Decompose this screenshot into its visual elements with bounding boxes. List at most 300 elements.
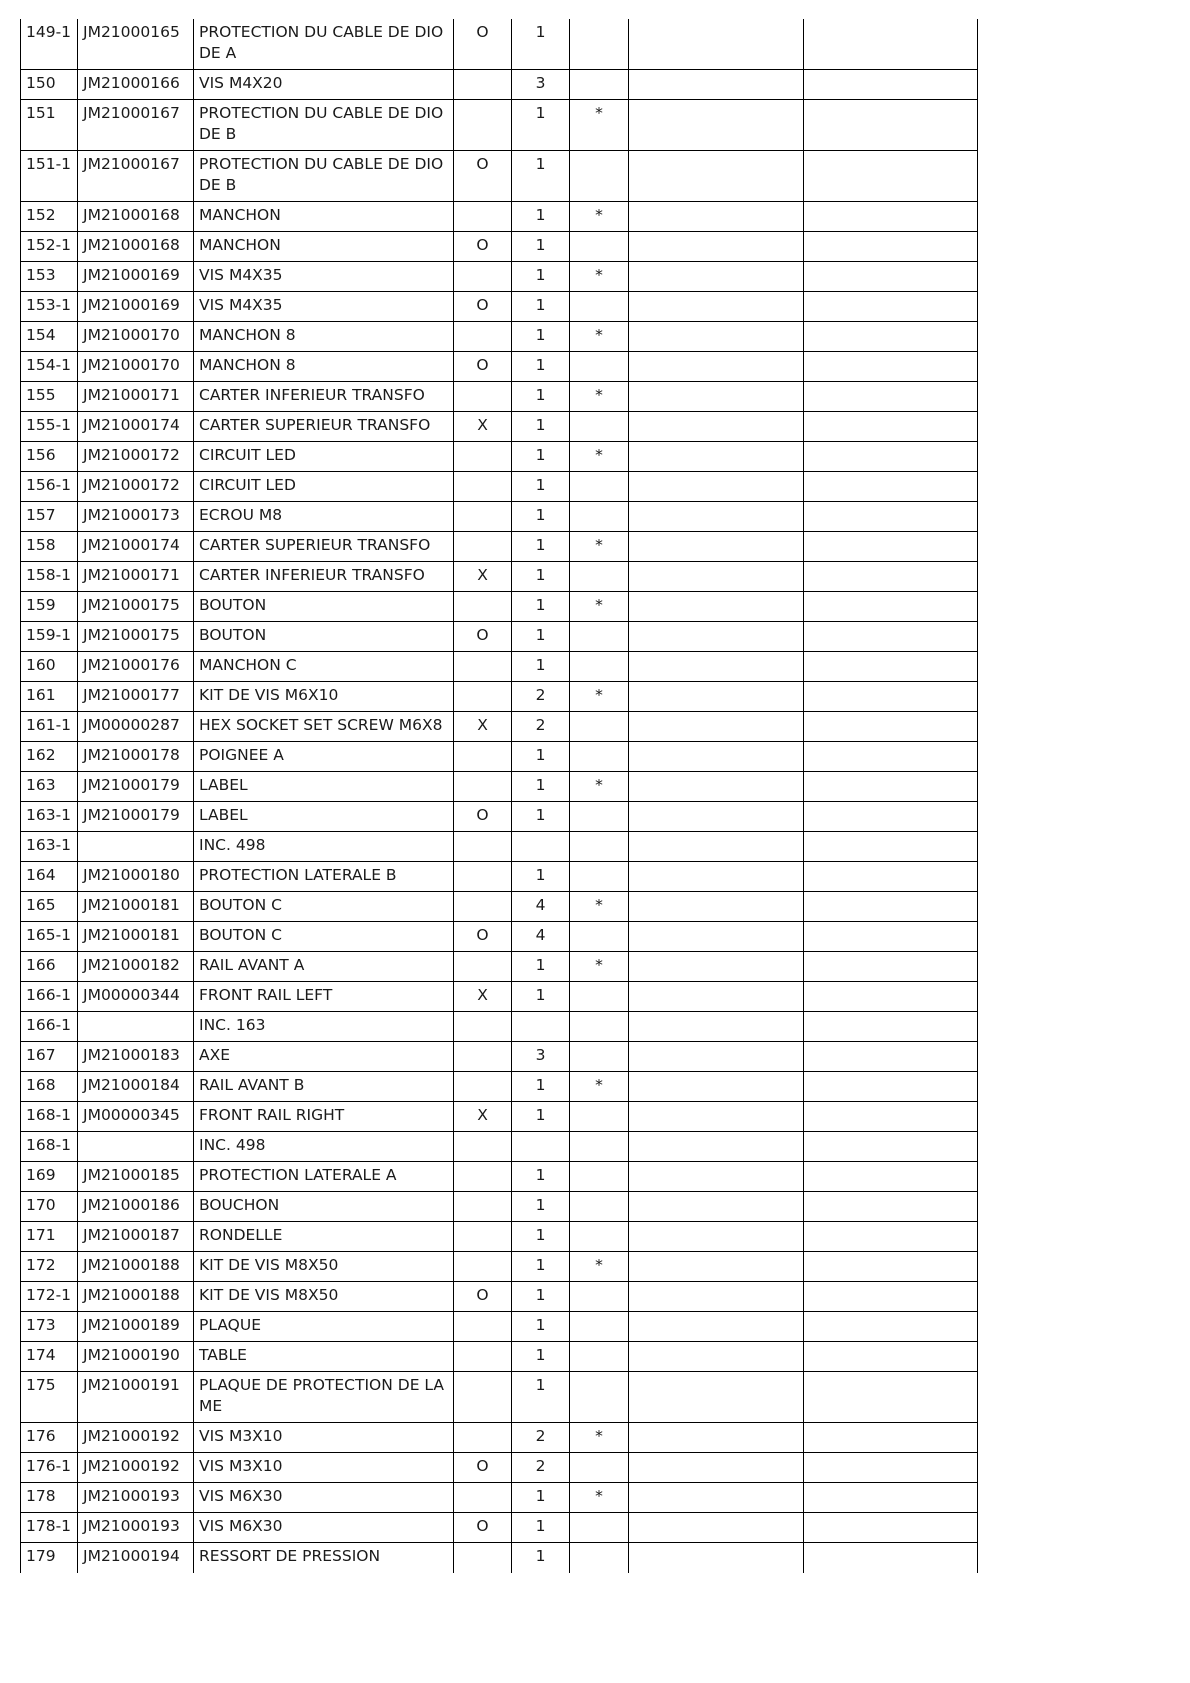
- star-cell: [570, 1042, 629, 1072]
- star-cell: [570, 1312, 629, 1342]
- empty-cell: [629, 982, 804, 1012]
- quantity-cell: 1: [512, 442, 570, 472]
- empty-cell: [629, 682, 804, 712]
- star-cell: [570, 862, 629, 892]
- empty-cell: [804, 1543, 978, 1573]
- ref-cell: 166-1: [21, 982, 78, 1012]
- quantity-cell: 1: [512, 622, 570, 652]
- empty-cell: [804, 412, 978, 442]
- description-cell: FRONT RAIL RIGHT: [194, 1102, 454, 1132]
- table-row: [21, 1012, 978, 1042]
- table-row: [21, 1483, 978, 1513]
- description-cell: PLAQUE: [194, 1312, 454, 1342]
- table-row: [21, 292, 978, 322]
- flag-cell: [454, 742, 512, 772]
- flag-cell: [454, 202, 512, 232]
- table-row: [21, 832, 978, 862]
- ref-cell: 168: [21, 1072, 78, 1102]
- empty-cell: [804, 472, 978, 502]
- star-cell: [570, 412, 629, 442]
- quantity-cell: 2: [512, 1453, 570, 1483]
- empty-cell: [629, 652, 804, 682]
- empty-cell: [804, 1513, 978, 1543]
- description-cell: VIS M3X10: [194, 1453, 454, 1483]
- empty-cell: [629, 1012, 804, 1042]
- star-cell: *: [570, 532, 629, 562]
- quantity-cell: 2: [512, 712, 570, 742]
- quantity-cell: 1: [512, 382, 570, 412]
- empty-cell: [804, 232, 978, 262]
- quantity-cell: 1: [512, 262, 570, 292]
- quantity-cell: 3: [512, 1042, 570, 1072]
- part-code-cell: JM21000175: [78, 622, 194, 652]
- quantity-cell: 1: [512, 1543, 570, 1573]
- flag-cell: [454, 1072, 512, 1102]
- empty-cell: [629, 802, 804, 832]
- table-row: [21, 1342, 978, 1372]
- flag-cell: [454, 1483, 512, 1513]
- star-cell: *: [570, 100, 629, 151]
- flag-cell: O: [454, 802, 512, 832]
- part-code-cell: JM21000169: [78, 262, 194, 292]
- table-row: [21, 1312, 978, 1342]
- star-cell: [570, 832, 629, 862]
- empty-cell: [804, 532, 978, 562]
- empty-cell: [804, 982, 978, 1012]
- description-cell: PLAQUE DE PROTECTION DE LA ME: [194, 1372, 454, 1423]
- table-row: [21, 502, 978, 532]
- flag-cell: X: [454, 562, 512, 592]
- part-code-cell: JM21000179: [78, 772, 194, 802]
- empty-cell: [629, 1372, 804, 1423]
- flag-cell: X: [454, 712, 512, 742]
- part-code-cell: JM21000174: [78, 532, 194, 562]
- table-row: [21, 19, 978, 70]
- quantity-cell: 4: [512, 922, 570, 952]
- description-cell: PROTECTION LATERALE B: [194, 862, 454, 892]
- empty-cell: [629, 1102, 804, 1132]
- ref-cell: 168-1: [21, 1102, 78, 1132]
- description-cell: PROTECTION DU CABLE DE DIO DE A: [194, 19, 454, 70]
- quantity-cell: 1: [512, 772, 570, 802]
- quantity-cell: 1: [512, 652, 570, 682]
- empty-cell: [804, 1132, 978, 1162]
- quantity-cell: 1: [512, 1483, 570, 1513]
- empty-cell: [804, 1252, 978, 1282]
- empty-cell: [804, 1192, 978, 1222]
- table-row: [21, 1423, 978, 1453]
- table-row: [21, 952, 978, 982]
- flag-cell: [454, 322, 512, 352]
- quantity-cell: 1: [512, 100, 570, 151]
- flag-cell: O: [454, 151, 512, 202]
- flag-cell: [454, 472, 512, 502]
- description-cell: FRONT RAIL LEFT: [194, 982, 454, 1012]
- flag-cell: [454, 862, 512, 892]
- empty-cell: [629, 1252, 804, 1282]
- empty-cell: [629, 502, 804, 532]
- star-cell: *: [570, 892, 629, 922]
- description-cell: BOUTON: [194, 592, 454, 622]
- table-row: [21, 922, 978, 952]
- part-code-cell: JM21000175: [78, 592, 194, 622]
- part-code-cell: JM21000165: [78, 19, 194, 70]
- table-row: [21, 1102, 978, 1132]
- ref-cell: 156: [21, 442, 78, 472]
- quantity-cell: 1: [512, 352, 570, 382]
- quantity-cell: 1: [512, 1252, 570, 1282]
- empty-cell: [804, 592, 978, 622]
- part-code-cell: JM21000168: [78, 202, 194, 232]
- part-code-cell: JM00000287: [78, 712, 194, 742]
- part-code-cell: JM00000344: [78, 982, 194, 1012]
- description-cell: CARTER SUPERIEUR TRANSFO: [194, 532, 454, 562]
- description-cell: PROTECTION DU CABLE DE DIO DE B: [194, 100, 454, 151]
- quantity-cell: 1: [512, 322, 570, 352]
- ref-cell: 161: [21, 682, 78, 712]
- ref-cell: 154: [21, 322, 78, 352]
- quantity-cell: 1: [512, 502, 570, 532]
- ref-cell: 164: [21, 862, 78, 892]
- table-row: [21, 70, 978, 100]
- quantity-cell: 1: [512, 532, 570, 562]
- part-code-cell: JM21000179: [78, 802, 194, 832]
- description-cell: CARTER INFERIEUR TRANSFO: [194, 382, 454, 412]
- empty-cell: [804, 292, 978, 322]
- quantity-cell: 1: [512, 1282, 570, 1312]
- table-row: [21, 982, 978, 1012]
- table-row: [21, 1162, 978, 1192]
- empty-cell: [804, 352, 978, 382]
- quantity-cell: 4: [512, 892, 570, 922]
- part-code-cell: JM21000172: [78, 472, 194, 502]
- empty-cell: [629, 532, 804, 562]
- table-row: [21, 862, 978, 892]
- description-cell: VIS M4X20: [194, 70, 454, 100]
- empty-cell: [629, 862, 804, 892]
- ref-cell: 152: [21, 202, 78, 232]
- star-cell: [570, 502, 629, 532]
- description-cell: VIS M6X30: [194, 1513, 454, 1543]
- flag-cell: [454, 772, 512, 802]
- description-cell: CARTER SUPERIEUR TRANSFO: [194, 412, 454, 442]
- quantity-cell: 1: [512, 412, 570, 442]
- star-cell: *: [570, 592, 629, 622]
- star-cell: [570, 802, 629, 832]
- part-code-cell: JM21000170: [78, 352, 194, 382]
- description-cell: RESSORT DE PRESSION: [194, 1543, 454, 1573]
- ref-cell: 160: [21, 652, 78, 682]
- flag-cell: O: [454, 1513, 512, 1543]
- description-cell: INC. 498: [194, 832, 454, 862]
- quantity-cell: [512, 1132, 570, 1162]
- empty-cell: [629, 1132, 804, 1162]
- table-row: [21, 382, 978, 412]
- star-cell: [570, 19, 629, 70]
- flag-cell: [454, 1222, 512, 1252]
- ref-cell: 159-1: [21, 622, 78, 652]
- table-row: [21, 802, 978, 832]
- part-code-cell: JM21000166: [78, 70, 194, 100]
- empty-cell: [629, 1543, 804, 1573]
- flag-cell: [454, 1342, 512, 1372]
- flag-cell: [454, 1012, 512, 1042]
- ref-cell: 176: [21, 1423, 78, 1453]
- empty-cell: [804, 652, 978, 682]
- description-cell: TABLE: [194, 1342, 454, 1372]
- star-cell: [570, 1102, 629, 1132]
- description-cell: AXE: [194, 1042, 454, 1072]
- flag-cell: O: [454, 19, 512, 70]
- empty-cell: [629, 382, 804, 412]
- description-cell: RAIL AVANT B: [194, 1072, 454, 1102]
- empty-cell: [629, 1282, 804, 1312]
- flag-cell: O: [454, 232, 512, 262]
- star-cell: *: [570, 682, 629, 712]
- empty-cell: [629, 1192, 804, 1222]
- part-code-cell: JM21000171: [78, 382, 194, 412]
- quantity-cell: 1: [512, 151, 570, 202]
- ref-cell: 167: [21, 1042, 78, 1072]
- flag-cell: O: [454, 1453, 512, 1483]
- ref-cell: 151: [21, 100, 78, 151]
- empty-cell: [804, 262, 978, 292]
- description-cell: RONDELLE: [194, 1222, 454, 1252]
- star-cell: [570, 1543, 629, 1573]
- parts-table-body: [21, 19, 978, 1573]
- empty-cell: [629, 70, 804, 100]
- quantity-cell: 1: [512, 1162, 570, 1192]
- empty-cell: [804, 1162, 978, 1192]
- table-row: [21, 232, 978, 262]
- part-code-cell: JM21000178: [78, 742, 194, 772]
- table-row: [21, 1192, 978, 1222]
- empty-cell: [629, 892, 804, 922]
- part-code-cell: JM21000189: [78, 1312, 194, 1342]
- part-code-cell: JM21000184: [78, 1072, 194, 1102]
- empty-cell: [629, 592, 804, 622]
- description-cell: MANCHON: [194, 202, 454, 232]
- part-code-cell: JM21000169: [78, 292, 194, 322]
- description-cell: LABEL: [194, 772, 454, 802]
- flag-cell: [454, 682, 512, 712]
- ref-cell: 163-1: [21, 802, 78, 832]
- empty-cell: [629, 1222, 804, 1252]
- quantity-cell: 1: [512, 1072, 570, 1102]
- description-cell: POIGNEE A: [194, 742, 454, 772]
- ref-cell: 163-1: [21, 832, 78, 862]
- flag-cell: [454, 532, 512, 562]
- ref-cell: 176-1: [21, 1453, 78, 1483]
- quantity-cell: 1: [512, 1513, 570, 1543]
- star-cell: *: [570, 382, 629, 412]
- quantity-cell: 1: [512, 1102, 570, 1132]
- flag-cell: [454, 1132, 512, 1162]
- empty-cell: [804, 862, 978, 892]
- star-cell: [570, 1222, 629, 1252]
- flag-cell: [454, 1423, 512, 1453]
- table-row: [21, 262, 978, 292]
- star-cell: [570, 1132, 629, 1162]
- table-row: [21, 712, 978, 742]
- star-cell: [570, 151, 629, 202]
- table-row: [21, 1453, 978, 1483]
- part-code-cell: JM21000167: [78, 100, 194, 151]
- empty-cell: [629, 352, 804, 382]
- empty-cell: [804, 1423, 978, 1453]
- star-cell: [570, 1453, 629, 1483]
- empty-cell: [804, 802, 978, 832]
- quantity-cell: 1: [512, 472, 570, 502]
- star-cell: [570, 922, 629, 952]
- part-code-cell: JM21000181: [78, 892, 194, 922]
- flag-cell: O: [454, 352, 512, 382]
- table-row: [21, 1282, 978, 1312]
- star-cell: *: [570, 202, 629, 232]
- flag-cell: [454, 952, 512, 982]
- flag-cell: [454, 1162, 512, 1192]
- empty-cell: [804, 442, 978, 472]
- empty-cell: [629, 1342, 804, 1372]
- empty-cell: [629, 622, 804, 652]
- description-cell: INC. 498: [194, 1132, 454, 1162]
- table-row: [21, 592, 978, 622]
- star-cell: *: [570, 772, 629, 802]
- quantity-cell: 1: [512, 982, 570, 1012]
- table-row: [21, 202, 978, 232]
- ref-cell: 171: [21, 1222, 78, 1252]
- table-row: [21, 742, 978, 772]
- flag-cell: X: [454, 412, 512, 442]
- empty-cell: [629, 442, 804, 472]
- description-cell: HEX SOCKET SET SCREW M6X8: [194, 712, 454, 742]
- part-code-cell: [78, 1132, 194, 1162]
- flag-cell: O: [454, 1282, 512, 1312]
- empty-cell: [804, 1483, 978, 1513]
- part-code-cell: JM21000187: [78, 1222, 194, 1252]
- quantity-cell: 1: [512, 592, 570, 622]
- empty-cell: [804, 1453, 978, 1483]
- ref-cell: 179: [21, 1543, 78, 1573]
- empty-cell: [629, 772, 804, 802]
- empty-cell: [804, 1012, 978, 1042]
- empty-cell: [629, 100, 804, 151]
- part-code-cell: JM21000174: [78, 412, 194, 442]
- part-code-cell: JM21000191: [78, 1372, 194, 1423]
- empty-cell: [629, 952, 804, 982]
- empty-cell: [629, 1162, 804, 1192]
- table-row: [21, 442, 978, 472]
- part-code-cell: JM21000186: [78, 1192, 194, 1222]
- part-code-cell: JM21000180: [78, 862, 194, 892]
- quantity-cell: 1: [512, 742, 570, 772]
- quantity-cell: 1: [512, 952, 570, 982]
- quantity-cell: 1: [512, 1222, 570, 1252]
- star-cell: [570, 1012, 629, 1042]
- quantity-cell: 1: [512, 19, 570, 70]
- flag-cell: [454, 1543, 512, 1573]
- part-code-cell: JM21000176: [78, 652, 194, 682]
- flag-cell: O: [454, 922, 512, 952]
- flag-cell: O: [454, 622, 512, 652]
- table-row: [21, 412, 978, 442]
- ref-cell: 153: [21, 262, 78, 292]
- flag-cell: [454, 1192, 512, 1222]
- ref-cell: 153-1: [21, 292, 78, 322]
- table-row: [21, 772, 978, 802]
- quantity-cell: 2: [512, 1423, 570, 1453]
- empty-cell: [629, 1483, 804, 1513]
- part-code-cell: JM21000190: [78, 1342, 194, 1372]
- ref-cell: 152-1: [21, 232, 78, 262]
- ref-cell: 172: [21, 1252, 78, 1282]
- ref-cell: 170: [21, 1192, 78, 1222]
- empty-cell: [804, 1372, 978, 1423]
- description-cell: ECROU M8: [194, 502, 454, 532]
- star-cell: *: [570, 322, 629, 352]
- table-row: [21, 622, 978, 652]
- empty-cell: [629, 232, 804, 262]
- part-code-cell: JM21000188: [78, 1282, 194, 1312]
- parts-table: [20, 19, 978, 1573]
- ref-cell: 172-1: [21, 1282, 78, 1312]
- quantity-cell: [512, 1012, 570, 1042]
- star-cell: [570, 622, 629, 652]
- table-row: [21, 562, 978, 592]
- description-cell: BOUTON C: [194, 922, 454, 952]
- empty-cell: [804, 952, 978, 982]
- ref-cell: 165-1: [21, 922, 78, 952]
- star-cell: [570, 652, 629, 682]
- table-row: [21, 322, 978, 352]
- part-code-cell: JM00000345: [78, 1102, 194, 1132]
- empty-cell: [804, 1102, 978, 1132]
- empty-cell: [629, 292, 804, 322]
- quantity-cell: 1: [512, 562, 570, 592]
- flag-cell: [454, 892, 512, 922]
- star-cell: [570, 982, 629, 1012]
- ref-cell: 158: [21, 532, 78, 562]
- part-code-cell: JM21000171: [78, 562, 194, 592]
- quantity-cell: 3: [512, 70, 570, 100]
- flag-cell: O: [454, 292, 512, 322]
- part-code-cell: JM21000182: [78, 952, 194, 982]
- table-row: [21, 532, 978, 562]
- table-row: [21, 1132, 978, 1162]
- flag-cell: [454, 502, 512, 532]
- star-cell: [570, 70, 629, 100]
- description-cell: BOUTON: [194, 622, 454, 652]
- star-cell: [570, 1282, 629, 1312]
- empty-cell: [804, 712, 978, 742]
- empty-cell: [804, 1312, 978, 1342]
- part-code-cell: [78, 832, 194, 862]
- part-code-cell: JM21000172: [78, 442, 194, 472]
- part-code-cell: JM21000193: [78, 1483, 194, 1513]
- quantity-cell: 1: [512, 1312, 570, 1342]
- star-cell: [570, 472, 629, 502]
- quantity-cell: 1: [512, 802, 570, 832]
- description-cell: KIT DE VIS M6X10: [194, 682, 454, 712]
- part-code-cell: JM21000185: [78, 1162, 194, 1192]
- ref-cell: 156-1: [21, 472, 78, 502]
- star-cell: [570, 712, 629, 742]
- description-cell: CIRCUIT LED: [194, 442, 454, 472]
- ref-cell: 155: [21, 382, 78, 412]
- star-cell: *: [570, 262, 629, 292]
- flag-cell: [454, 262, 512, 292]
- description-cell: KIT DE VIS M8X50: [194, 1282, 454, 1312]
